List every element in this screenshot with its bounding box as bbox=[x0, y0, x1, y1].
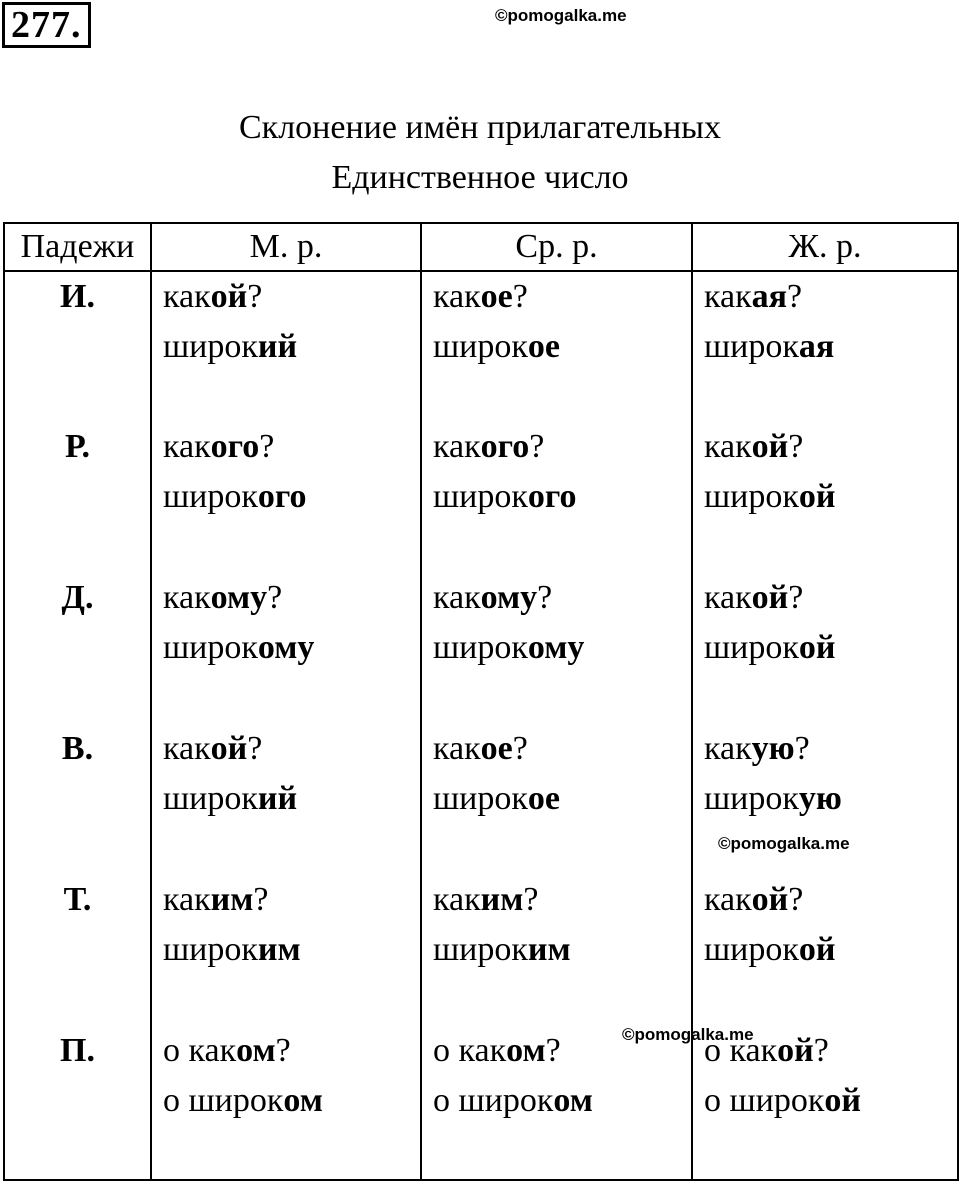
question-ending: ой bbox=[751, 428, 789, 465]
question-ending: ому bbox=[210, 579, 268, 616]
adjective-stem: широк bbox=[704, 629, 799, 666]
question-ending: им bbox=[210, 881, 254, 918]
adjective-word bbox=[704, 623, 957, 673]
question-mark: ? bbox=[267, 579, 283, 616]
table-row bbox=[4, 573, 958, 724]
watermark-middle: ©pomogalka.me bbox=[718, 834, 850, 853]
case-label: Д. bbox=[4, 573, 151, 724]
question-mark: ? bbox=[788, 881, 804, 918]
adjective-word bbox=[433, 472, 691, 522]
question-stem: как bbox=[163, 579, 211, 616]
question-stem: как bbox=[163, 881, 211, 918]
question-ending: ом bbox=[506, 1032, 546, 1069]
watermark-top: ©pomogalka.me bbox=[495, 6, 627, 25]
cell-masculine bbox=[151, 271, 421, 422]
cell-neuter bbox=[421, 875, 692, 1026]
cell-neuter bbox=[421, 271, 692, 422]
question-stem: как bbox=[704, 428, 752, 465]
adjective-word bbox=[163, 472, 420, 522]
question-word bbox=[704, 875, 957, 925]
adjective-stem: широк bbox=[433, 780, 528, 817]
case-label: Т. bbox=[4, 875, 151, 1026]
question-word bbox=[433, 422, 691, 472]
question-stem: о как bbox=[704, 1032, 778, 1069]
question-mark: ? bbox=[253, 881, 269, 918]
adjective-stem: о широк bbox=[433, 1082, 554, 1119]
adjective-ending: ого bbox=[527, 478, 577, 515]
header-cases: Падежи bbox=[4, 223, 151, 271]
question-stem: как bbox=[433, 881, 481, 918]
question-stem: как bbox=[163, 730, 211, 767]
question-mark: ? bbox=[259, 428, 275, 465]
adjective-stem: широк bbox=[704, 328, 799, 365]
header-neuter: Ср. р. bbox=[421, 223, 692, 271]
header-feminine: Ж. р. bbox=[692, 223, 958, 271]
question-stem: как bbox=[433, 278, 481, 315]
title-line-1: Склонение имён прилагательных bbox=[239, 109, 721, 146]
question-word bbox=[433, 724, 691, 774]
adjective-word bbox=[704, 472, 957, 522]
question-word bbox=[704, 724, 957, 774]
question-mark: ? bbox=[247, 278, 263, 315]
question-ending: ому bbox=[480, 579, 538, 616]
cell-masculine bbox=[151, 573, 421, 724]
adjective-stem: широк bbox=[433, 478, 528, 515]
question-word bbox=[163, 875, 420, 925]
adjective-ending: ом bbox=[553, 1082, 593, 1119]
cell-feminine bbox=[692, 875, 958, 1026]
question-word bbox=[163, 272, 420, 322]
question-ending: ого bbox=[210, 428, 260, 465]
question-mark: ? bbox=[512, 278, 528, 315]
cell-neuter bbox=[421, 573, 692, 724]
cell-neuter bbox=[421, 724, 692, 875]
question-ending: ой bbox=[210, 730, 248, 767]
header-row bbox=[4, 223, 958, 271]
question-word bbox=[704, 422, 957, 472]
adjective-ending: ий bbox=[257, 780, 298, 817]
question-stem: как bbox=[433, 428, 481, 465]
case-label: И. bbox=[4, 271, 151, 422]
adjective-ending: ой bbox=[798, 931, 836, 968]
adjective-word bbox=[433, 774, 691, 824]
adjective-word bbox=[704, 1076, 957, 1126]
adjective-ending: ому bbox=[527, 629, 585, 666]
adjective-ending: ое bbox=[527, 328, 560, 365]
adjective-ending: ое bbox=[527, 780, 560, 817]
case-label: П. bbox=[4, 1026, 151, 1180]
adjective-ending: ого bbox=[257, 478, 307, 515]
question-mark: ? bbox=[788, 579, 804, 616]
question-stem: о как bbox=[433, 1032, 507, 1069]
question-ending: ого bbox=[480, 428, 530, 465]
adjective-word bbox=[704, 322, 957, 372]
question-stem: о как bbox=[163, 1032, 237, 1069]
adjective-word bbox=[433, 925, 691, 975]
cell-masculine bbox=[151, 422, 421, 573]
adjective-stem: широк bbox=[163, 629, 258, 666]
question-word bbox=[163, 422, 420, 472]
adjective-stem: широк bbox=[704, 478, 799, 515]
question-ending: ом bbox=[236, 1032, 276, 1069]
question-stem: как bbox=[163, 428, 211, 465]
question-stem: как bbox=[704, 730, 752, 767]
question-mark: ? bbox=[794, 730, 810, 767]
question-word bbox=[163, 573, 420, 623]
question-ending: ой bbox=[751, 881, 789, 918]
task-number: 277. bbox=[2, 2, 91, 48]
table-row bbox=[4, 1026, 958, 1180]
declension-table bbox=[3, 222, 959, 1181]
question-stem: как bbox=[163, 278, 211, 315]
adjective-word bbox=[163, 1076, 420, 1126]
adjective-ending: ая bbox=[798, 328, 835, 365]
question-word bbox=[704, 272, 957, 322]
adjective-ending: ой bbox=[798, 629, 836, 666]
cell-masculine bbox=[151, 875, 421, 1026]
adjective-ending: ой bbox=[824, 1082, 861, 1119]
table-row bbox=[4, 875, 958, 1026]
adjective-stem: широк bbox=[163, 328, 258, 365]
adjective-stem: широк bbox=[163, 780, 258, 817]
adjective-stem: широк bbox=[704, 931, 799, 968]
adjective-stem: о широк bbox=[163, 1082, 284, 1119]
watermark-bottom: ©pomogalka.me bbox=[622, 1025, 754, 1044]
adjective-word bbox=[163, 322, 420, 372]
adjective-stem: широк bbox=[163, 478, 258, 515]
question-stem: как bbox=[704, 579, 752, 616]
question-word bbox=[704, 573, 957, 623]
case-label: Р. bbox=[4, 422, 151, 573]
adjective-ending: ий bbox=[257, 328, 298, 365]
question-stem: как bbox=[433, 579, 481, 616]
question-mark: ? bbox=[523, 881, 539, 918]
adjective-word bbox=[433, 623, 691, 673]
question-stem: как bbox=[433, 730, 481, 767]
question-mark: ? bbox=[537, 579, 553, 616]
question-ending: ой bbox=[210, 278, 248, 315]
cell-neuter bbox=[421, 422, 692, 573]
question-mark: ? bbox=[512, 730, 528, 767]
question-mark: ? bbox=[813, 1032, 829, 1069]
question-word bbox=[433, 875, 691, 925]
question-mark: ? bbox=[247, 730, 263, 767]
adjective-ending: им bbox=[527, 931, 571, 968]
question-ending: ая bbox=[751, 278, 788, 315]
adjective-ending: ую bbox=[798, 780, 842, 817]
adjective-stem: широк bbox=[433, 328, 528, 365]
cell-feminine bbox=[692, 271, 958, 422]
adjective-ending: ом bbox=[283, 1082, 323, 1119]
question-mark: ? bbox=[787, 278, 803, 315]
adjective-stem: широк bbox=[433, 629, 528, 666]
cell-feminine bbox=[692, 573, 958, 724]
question-mark: ? bbox=[529, 428, 545, 465]
question-mark: ? bbox=[545, 1032, 561, 1069]
cell-masculine bbox=[151, 1026, 421, 1180]
question-word bbox=[433, 272, 691, 322]
question-ending: ую bbox=[751, 730, 795, 767]
question-stem: как bbox=[704, 278, 752, 315]
question-word bbox=[433, 573, 691, 623]
cell-feminine bbox=[692, 1026, 958, 1180]
question-ending: ой bbox=[751, 579, 789, 616]
cell-masculine bbox=[151, 724, 421, 875]
question-ending: ой bbox=[777, 1032, 814, 1069]
question-mark: ? bbox=[788, 428, 804, 465]
adjective-stem: широк bbox=[433, 931, 528, 968]
question-ending: им bbox=[480, 881, 524, 918]
adjective-word bbox=[163, 623, 420, 673]
adjective-stem: о широк bbox=[704, 1082, 825, 1119]
adjective-ending: им bbox=[257, 931, 301, 968]
case-label: В. bbox=[4, 724, 151, 875]
cell-neuter bbox=[421, 1026, 692, 1180]
adjective-word bbox=[163, 925, 420, 975]
question-ending: ое bbox=[480, 730, 513, 767]
adjective-stem: широк bbox=[163, 931, 258, 968]
adjective-word bbox=[704, 925, 957, 975]
adjective-word bbox=[163, 774, 420, 824]
adjective-ending: ой bbox=[798, 478, 836, 515]
header-masculine: М. р. bbox=[151, 223, 421, 271]
question-word bbox=[163, 724, 420, 774]
adjective-stem: широк bbox=[704, 780, 799, 817]
adjective-word bbox=[704, 774, 957, 824]
table-row bbox=[4, 422, 958, 573]
adjective-word bbox=[433, 1076, 691, 1126]
cell-feminine bbox=[692, 422, 958, 573]
question-word bbox=[163, 1026, 420, 1076]
question-stem: как bbox=[704, 881, 752, 918]
adjective-word bbox=[433, 322, 691, 372]
table-row bbox=[4, 271, 958, 422]
question-mark: ? bbox=[275, 1032, 291, 1069]
question-ending: ое bbox=[480, 278, 513, 315]
title-line-2: Единственное число bbox=[331, 159, 629, 196]
adjective-ending: ому bbox=[257, 629, 315, 666]
